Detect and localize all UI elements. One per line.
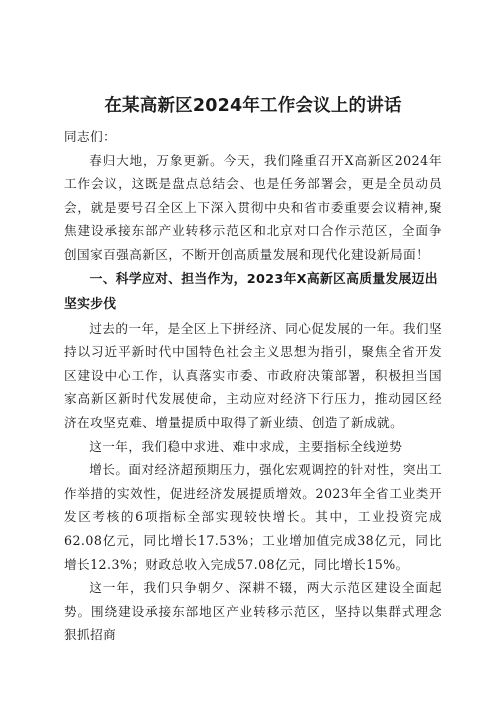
greeting: 同志们：: [64, 129, 117, 144]
paragraph-indicators-lead: 这一年，我们稳中求进、难中求成，主要指标全线逆势: [89, 438, 403, 454]
paragraph-opening: 春归大地，万象更新。今天，我们隆重召开X高新区2024年工作会议，这既是盘点总结会、也是任务部署会，更是全员动员会，就是要号召全区上下深入贯彻中央和省市委重要会议精神,聚焦建设承接东部产业转移示范区和北京对口合作示范区，全面争创国家百强高新区，不断开创高质量发展和现代化建设新局面！: [64, 152, 442, 262]
section-heading-1: 一、科学应对、担当作为，2023年X高新区高质量发展迈出坚实步伐: [64, 271, 438, 312]
paragraph-review: 过去的一年，是全区上下拼经济、同心促发展的一年。我们坚持以习近平新时代中国特色社会主义思想为指引，聚焦全省开发区建设中心工作，认真落实市委、市政府决策部署，积极担当国家高新区新时代发展使命，主动应对经济下行压力，推动园区经济在攻坚克难、增量提质中取得了新业绩、创造了新成就。: [64, 320, 442, 430]
paragraph-indicators: 增长。面对经济超预期压力，强化宏观调控的针对性，突出工作举措的实效性，促进经济发展提质增效。2023年全省工业类开发区考核的6项指标全部实现较快增长。其中，工业投资完成62.08亿元，同比增长17.53%；工业增加值完成38亿元，同比增长12.3%；财政总收入完成57.08亿元，同比增长15%。: [64, 462, 442, 572]
paragraph-demonstration-zones: 这一年，我们只争朝夕、深耕不辍，两大示范区建设全面起势。围绕建设承接东部地区产业转移示范区，坚持以集群式理念狠抓招商: [64, 580, 442, 643]
document-title: 在某高新区2024年工作会议上的讲话: [104, 96, 402, 116]
